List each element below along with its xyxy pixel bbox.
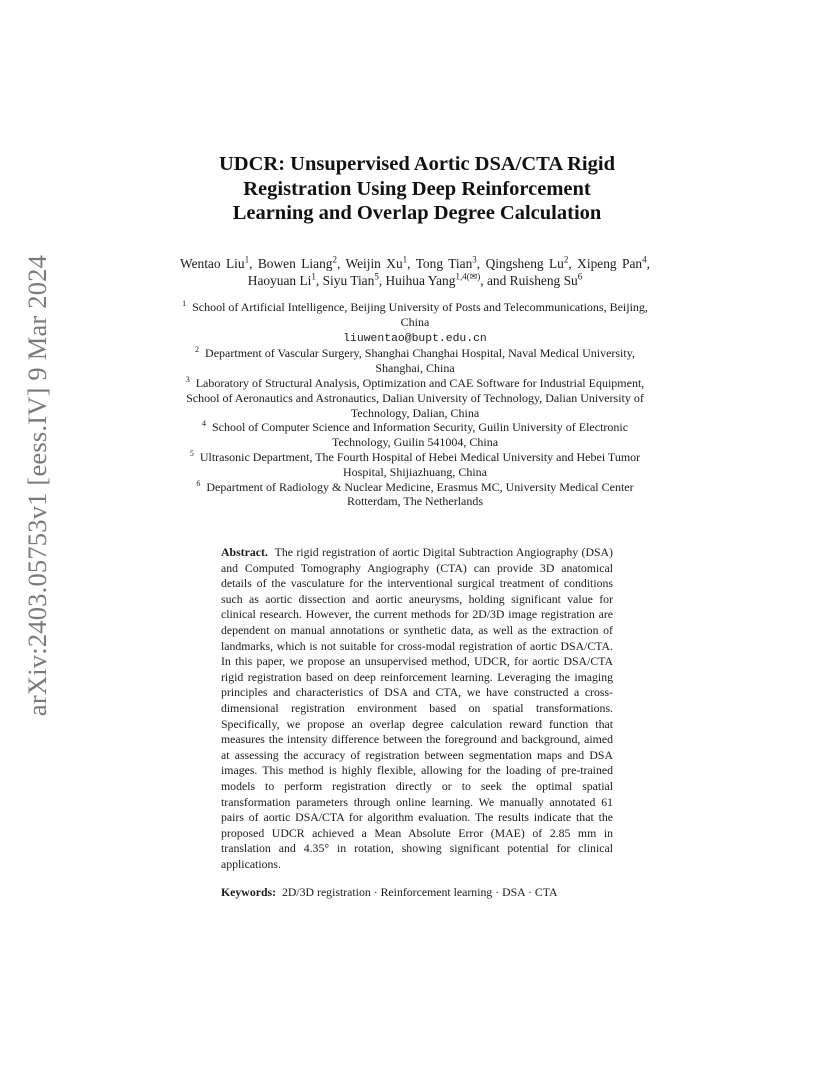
author-affiliation-mark: 1	[311, 271, 316, 282]
affiliation-item	[180, 480, 650, 510]
affiliation-text: Department of Radiology & Nuclear Medicine, Erasmus MC, University Medical Center Rotterdam, The Netherlands	[206, 479, 634, 509]
keywords-label: Keywords:	[221, 885, 277, 899]
author-affiliation-mark: 2	[332, 254, 337, 265]
author-name: Siyu Tian	[322, 273, 375, 288]
author-affiliation-mark: 1	[244, 254, 250, 265]
affiliation-item	[180, 376, 650, 420]
author-separator: ,	[568, 256, 578, 271]
title-line: UDCR: Unsupervised Aortic DSA/CTA Rigid	[219, 153, 615, 175]
author-name: Xipeng Pan	[577, 256, 643, 271]
author-separator: ,	[315, 273, 323, 288]
author-separator: , and	[480, 273, 510, 288]
author-separator: ,	[378, 273, 386, 288]
arxiv-identifier-text: arXiv:2403.05753v1 [eess.IV] 9 Mar 2024	[22, 254, 53, 716]
affiliation-item	[180, 420, 650, 450]
author-affiliation-mark: 6	[577, 271, 583, 282]
affiliation-text: Ultrasonic Department, The Fourth Hospital of Hebei Medical University and Hebei Tumor Hospital, Shijiazhuang, China	[199, 449, 641, 479]
email-line	[180, 330, 650, 347]
author-name: Haoyuan Li	[247, 273, 312, 288]
author-name: Bowen Liang	[257, 256, 333, 271]
author-affiliation-mark: 1	[402, 254, 408, 265]
author-separator: ,	[407, 256, 416, 271]
author-name: Weijin Xu	[345, 256, 403, 271]
affiliation-number: 5	[189, 448, 194, 458]
abstract	[221, 545, 613, 872]
affiliation-text: Laboratory of Structural Analysis, Optimization and CAE Software for Industrial Equipment, School of Aeronautics and Astronautics, Dalian University of Technology, Dalian University of Technology, Dalian, China	[186, 375, 645, 420]
author-email[interactable]: liuwentao@bupt.edu.cn	[343, 332, 487, 345]
author-affiliation-mark: 2	[563, 254, 569, 265]
author-name: Huihua Yang	[385, 273, 456, 288]
author-name: Qingsheng Lu	[485, 256, 564, 271]
author-name: Wentao Liu	[180, 256, 245, 271]
author-separator: ,	[249, 256, 258, 271]
author-affiliation-mark: 5	[374, 271, 379, 282]
author-separator: ,	[336, 256, 346, 271]
affiliation-number: 1	[182, 299, 187, 308]
affiliation-list	[180, 300, 650, 509]
affiliation-item	[180, 300, 650, 330]
affiliation-item	[180, 346, 650, 376]
arxiv-identifier	[18, 254, 58, 716]
author-list	[180, 255, 650, 289]
author-affiliation-mark: 4	[642, 254, 647, 265]
title-line: Learning and Overlap Degree Calculation	[232, 202, 602, 224]
affiliation-number: 4	[201, 419, 206, 429]
author-name: Tong Tian	[415, 256, 473, 271]
title-line: Registration Using Deep Reinforcement	[243, 177, 591, 200]
keywords	[221, 885, 613, 900]
affiliation-item	[180, 450, 650, 480]
paper-title	[150, 152, 684, 226]
affiliation-text: School of Artificial Intelligence, Beijing University of Posts and Telecommunications, Beijing, China	[192, 300, 648, 329]
abstract-text: The rigid registration of aortic Digital Subtraction Angiography (DSA) and Computed Tomography Angiography (CTA) can provide 3D anatomical details of the vasculature for the interventional surgical treatment of conditions such as aortic dissection and aortic aneurysms, holding significant value for clinical research. However, the current methods for 2D/3D image registration are dependent on manual annotations or synthetic data, as well as the extraction of landmarks, which is not suitable for cross-modal registration of aortic DSA/CTA. In this paper, we propose an unsupervised method, UDCR, for aortic DSA/CTA rigid registration based on deep reinforcement learning. Leveraging the imaging principles and characteristics of DSA and CTA, we have constructed a cross-dimensional registration environment based on spatial transformations. Specifically, we propose an overlap degree calculation reward function that measures the intensity difference between the foreground and background, aimed at assessing the accuracy of registration between segmentation maps and DSA images. This method is highly flexible, allowing for the loading of pre-trained models to perform registration directly or to seek the optimal spatial transformation parameters through online learning. We manually annotated 61 pairs of aortic DSA/CTA for algorithm evaluation. The results indicate that the proposed UDCR achieved a Mean Absolute Error (MAE) of 2.85 mm in translation and 4.35° in rotation, showing significant potential for clinical applications.	[221, 545, 613, 871]
affiliation-number: 6	[196, 478, 201, 488]
affiliation-text: Department of Vascular Surgery, Shanghai Changhai Hospital, Naval Medical University, Shanghai, China	[205, 346, 635, 376]
keywords-text: 2D/3D registration · Reinforcement learning · DSA · CTA	[281, 885, 558, 899]
affiliation-number: 3	[185, 374, 190, 384]
author-separator: ,	[646, 256, 650, 271]
author-affiliation-mark: 3	[472, 254, 477, 265]
author-separator: ,	[476, 256, 486, 271]
affiliation-text: School of Computer Science and Information Security, Guilin University of Electronic Technology, Guilin 541004, China	[211, 420, 629, 450]
affiliation-number: 2	[195, 345, 200, 355]
abstract-label: Abstract.	[221, 545, 268, 559]
author-name: Ruisheng Su	[509, 273, 578, 288]
author-affiliation-mark: 1,4(✉)	[455, 271, 481, 282]
